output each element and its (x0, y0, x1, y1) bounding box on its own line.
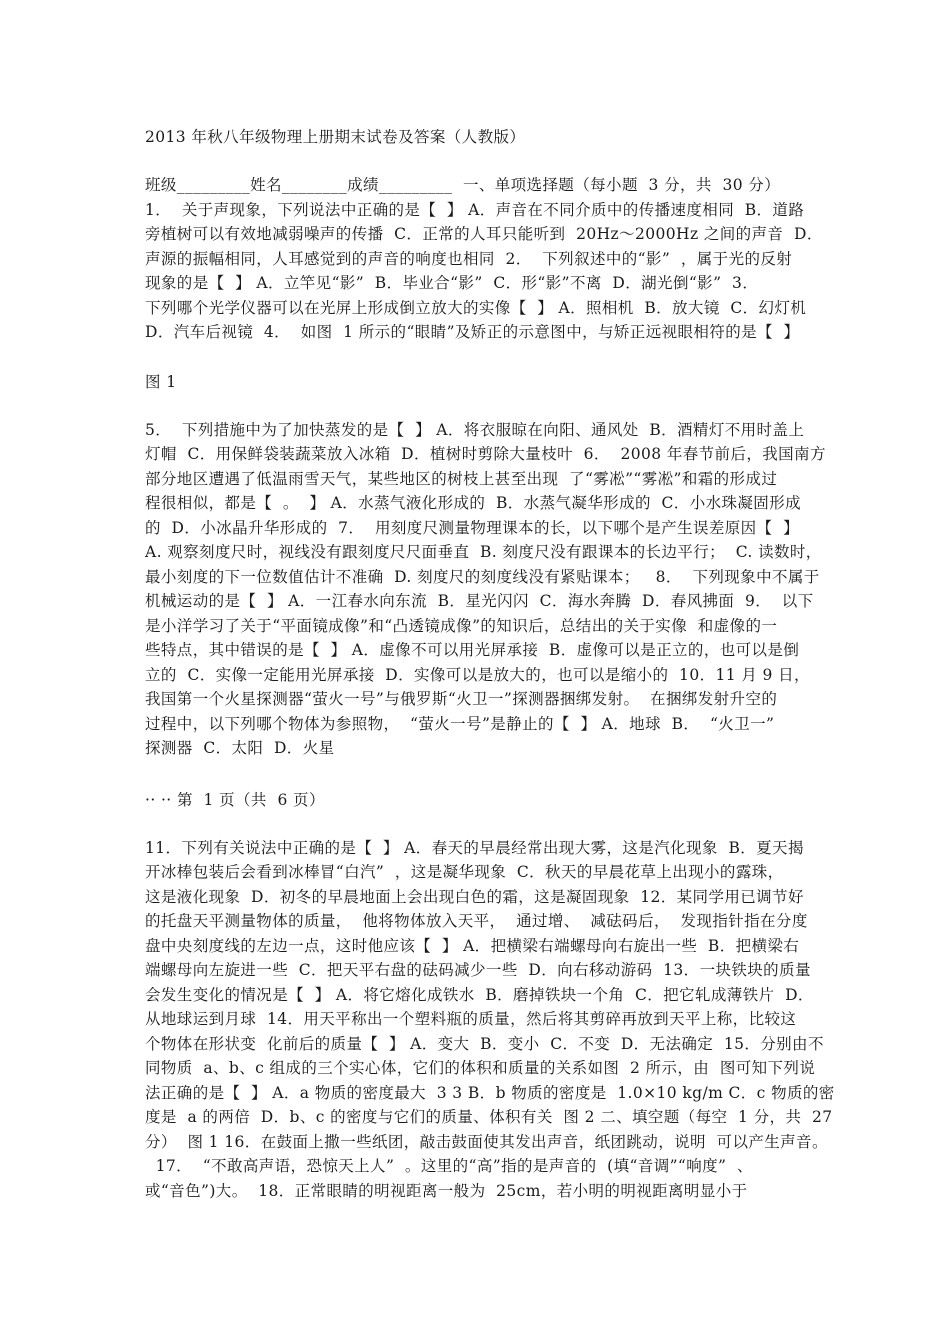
text-line: A. 观察刻度尺时，视线没有跟刻度尺尺面垂直 B. 刻度尺没有跟课本的长边平行； C. 读数时， (145, 543, 822, 561)
text-line: 法正确的是【 】 A．a 物质的密度最大 3 3 B．b 物质的密度是 1.0×10 kg/m C．c 物质的密 (145, 1084, 835, 1102)
text-line: 部分地区遭遇了低温雨雪天气，某些地区的树枝上甚至出现 了“雾凇”“雾凇”和霜的形成过 (145, 470, 778, 488)
text-line: 是小洋学习了关于“平面镜成像”和“凸透镜成像”的知识后，总结出的关于实像 和虚像的一 (145, 617, 778, 635)
document-title: 2013 年秋八年级物理上册期末试卷及答案（人教版） (145, 128, 526, 146)
text-line: D．汽车后视镜 4． 如图 1 所示的“眼睛”及矫正的示意图中，与矫正远视眼相符的是【 】 (145, 323, 800, 341)
page-footer: ·· ·· 第 1 页（共 6 页） (145, 791, 325, 809)
text-line: 分） 图 1 16．在鼓面上撒一些纸团，敲击鼓面使其发出声音，纸团跳动，说明 可以产生声音。 (145, 1133, 828, 1151)
figure-label: 图 1 (145, 373, 177, 391)
text-line: 的 D．小冰晶升华形成的 7． 用刻度尺测量物理课本的长，以下哪个是产生误差原因【 】 (145, 519, 800, 537)
text-line: 1． 关于声现象，下列说法中正确的是【 】 A．声音在不同介质中的传播速度相同 B．道路 (145, 201, 805, 219)
text-line: 开冰棒包装后会看到冰棒冒“白汽” ，这是凝华现象 C．秋天的早晨花草上出现小的露珠， (145, 863, 784, 881)
text-line: 灯帽 C．用保鲜袋装蔬菜放入冰箱 D．植树时剪除大量枝叶 6． 2008 年春节前后，我国南方 (145, 445, 826, 463)
text-line: 度是 a 的两倍 D．b、c 的密度与它们的质量、体积有关 图 2 二、填空题（每空 1 分，共 27 (145, 1108, 833, 1126)
text-line: 班级_________姓名________成绩_________ 一、单项选择题（每小题 3 分，共 30 分） (145, 176, 781, 194)
text-line: 机械运动的是【 】 A．一江春水向东流 B．星光闪闪 C．海水奔腾 D．春风拂面 9． 以下 (145, 592, 814, 610)
text-line: 声源的振幅相同，人耳感觉到的声音的响度也相同 2． 下列叙述中的“影” ，属于光的反射 (145, 250, 793, 268)
text-line: 现象的是【 】 A．立竿见“影” B．毕业合“影” C．形“影”不离 D．湖光倒“影” 3． (145, 274, 759, 292)
text-line: 过程中，以下列哪个物体为参照物， “萤火一号”是静止的【 】 A．地球 B． “火卫一” (145, 715, 775, 733)
text-line: 最小刻度的下一位数值估计不准确 D. 刻度尺的刻度线没有紧贴课本； 8． 下列现象中不属于 (145, 568, 820, 586)
text-line: 5． 下列措施中为了加快蒸发的是【 】 A．将衣服晾在向阳、通风处 B．酒精灯不用时盖上 (145, 421, 805, 439)
text-line: 盘中央刻度线的左边一点，这时他应该【 】 A．把横梁右端螺母向右旋出一些 B．把横梁右 (145, 937, 800, 955)
text-line: 会发生变化的情况是【 】 A．将它熔化成铁水 B．磨掉铁块一个角 C．把它轧成薄铁片 D． (145, 986, 814, 1004)
text-line: 立的 C．实像一定能用光屏承接 D．实像可以是放大的，也可以是缩小的 10．11 月 9 日， (145, 666, 810, 684)
text-line: 程很相似，都是【 。 】 A．水蒸气液化形成的 B．水蒸气凝华形成的 C．小水珠凝固形成 (145, 494, 801, 512)
text-line: 下列哪个光学仪器可以在光屏上形成倒立放大的实像【 】 A．照相机 B．放大镜 C．幻灯机 (145, 299, 807, 317)
text-line: 17． “不敢高声语，恐惊天上人” 。这里的“高”指的是声音的 (填“音调”“响度” 、 (145, 1157, 753, 1175)
text-line: 个物体在形状变 化前后的质量【 】 A．变大 B．变小 C．不变 D．无法确定 15．分别由不 (145, 1035, 824, 1053)
text-line: 或“音色”)大。 18．正常眼睛的明视距离一般为 25cm，若小明的明视距离明显小于 (145, 1182, 748, 1200)
text-line: 这是液化现象 D．初冬的早晨地面上会出现白色的霜，这是凝固现象 12．某同学用已调节好 (145, 888, 804, 906)
text-line: 同物质 a、b、c 组成的三个实心体，它们的体积和质量的关系如图 2 所示，由 图可知下列说 (145, 1059, 816, 1077)
text-line: 从地球运到月球 14．用天平称出一个塑料瓶的质量，然后将其剪碎再放到天平上称，比较这 (145, 1010, 797, 1028)
text-line: 的托盘天平测量物体的质量， 他将物体放入天平， 通过增、 减砝码后， 发现指针指在分度 (145, 912, 808, 930)
text-line: 些特点，其中错误的是【 】 A．虚像不可以用光屏承接 B．虚像可以是正立的，也可以是倒 (145, 641, 800, 659)
text-line: 探测器 C．太阳 D．火星 (145, 739, 335, 757)
text-line: 我国第一个火星探测器“萤火一号”与俄罗斯“火卫一”探测器捆绑发射。 在捆绑发射升空的 (145, 690, 778, 708)
text-line: 旁植树可以有效地减弱噪声的传播 C．正常的人耳只能听到 20Hz～2000Hz 之间的声音 D． (145, 225, 823, 243)
text-line: 端螺母向左旋进一些 C．把天平右盘的砝码减少一些 D．向右移动游码 13．一块铁块的质量 (145, 961, 811, 979)
text-line: 11．下列有关说法中正确的是【 】 A．春天的早晨经常出现大雾，这是汽化现象 B．夏天揭 (145, 839, 804, 857)
